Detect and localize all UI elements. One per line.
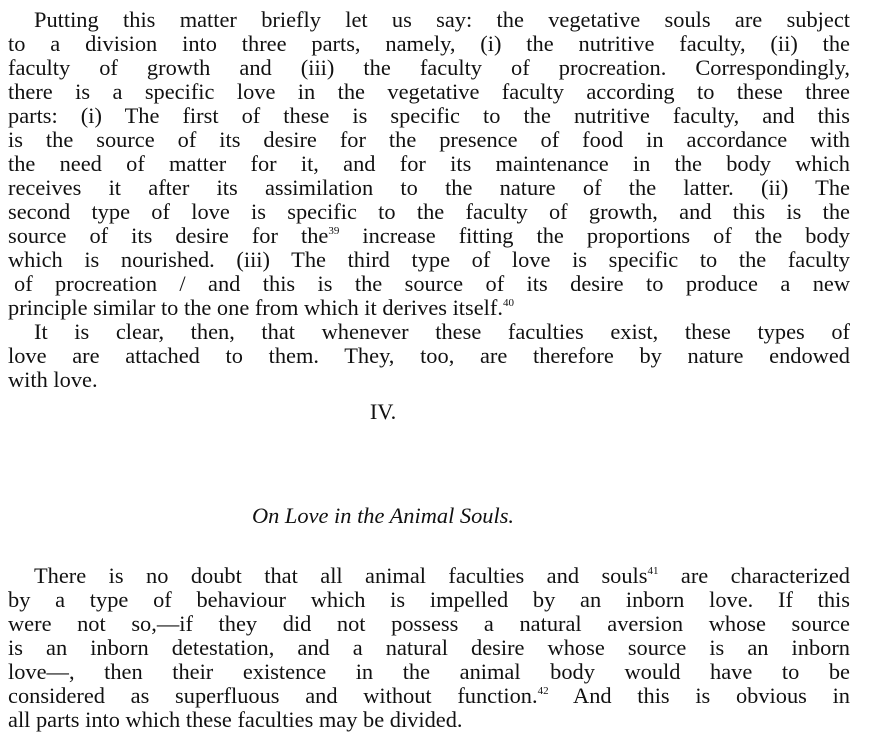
footnote-marker-41: 41 [647, 565, 659, 577]
text-line [8, 296, 850, 320]
section-title: On Love in the Animal Souls. [251, 503, 515, 528]
text-line: with love. [8, 367, 98, 392]
text-line: It is clear, then, that whenever these faculties exist, these types of [34, 319, 850, 344]
footnote-marker-42: 42 [537, 685, 549, 697]
text-line [8, 224, 850, 248]
text-line: were not so,—if they did not possess a natural aversion whose source [8, 611, 850, 636]
text-segment: considered as superfluous and without function. [8, 683, 538, 708]
text-segment: principle similar to the one from which it derives itself. [8, 295, 503, 320]
text-line: faculty of growth and (iii) the faculty of procreation. Correspondingly, [8, 55, 850, 80]
footnote-marker-40: 40 [502, 297, 514, 309]
text-line: love—, then their existence in the animal body would have to be [8, 659, 850, 684]
text-line: which is nourished. (iii) The third type of love is specific to the faculty [8, 247, 850, 272]
text-segment: are characterized [658, 563, 850, 588]
footnote-marker-39: 39 [328, 225, 340, 237]
text-line [34, 564, 850, 588]
text-line: love are attached to them. They, too, are therefore by nature endowed [8, 343, 850, 368]
text-segment: And this is obvious in [548, 683, 850, 708]
text-line: of procreation / and this is the source of its desire to produce a new [14, 271, 850, 296]
text-segment: source of its desire for the [8, 223, 329, 248]
text-segment: increase fitting the proportions of the body [339, 223, 850, 248]
text-line: all parts into which these faculties may be divided. [8, 707, 463, 732]
text-line: parts: (i) The first of these is specific to the nutritive faculty, and this [8, 103, 850, 128]
text-line: there is a specific love in the vegetative faculty according to these three [8, 79, 850, 104]
text-line [8, 684, 850, 708]
text-segment: There is no doubt that all animal faculties and souls [34, 563, 648, 588]
text-line: second type of love is specific to the faculty of growth, and this is the [8, 199, 850, 224]
text-line: is an inborn detestation, and a natural desire whose source is an inborn [8, 635, 850, 660]
text-line: by a type of behaviour which is impelled by an inborn love. If this [8, 587, 850, 612]
text-line: is the source of its desire for the presence of food in accordance with [8, 127, 850, 152]
text-line: Putting this matter briefly let us say: the vegetative souls are subject [34, 7, 850, 32]
text-line: the need of matter for it, and for its maintenance in the body which [8, 151, 850, 176]
section-number: IV. [369, 399, 397, 424]
text-line: to a division into three parts, namely, (i) the nutritive faculty, (ii) the [8, 31, 850, 56]
text-line: receives it after its assimilation to the nature of the latter. (ii) The [8, 175, 850, 200]
